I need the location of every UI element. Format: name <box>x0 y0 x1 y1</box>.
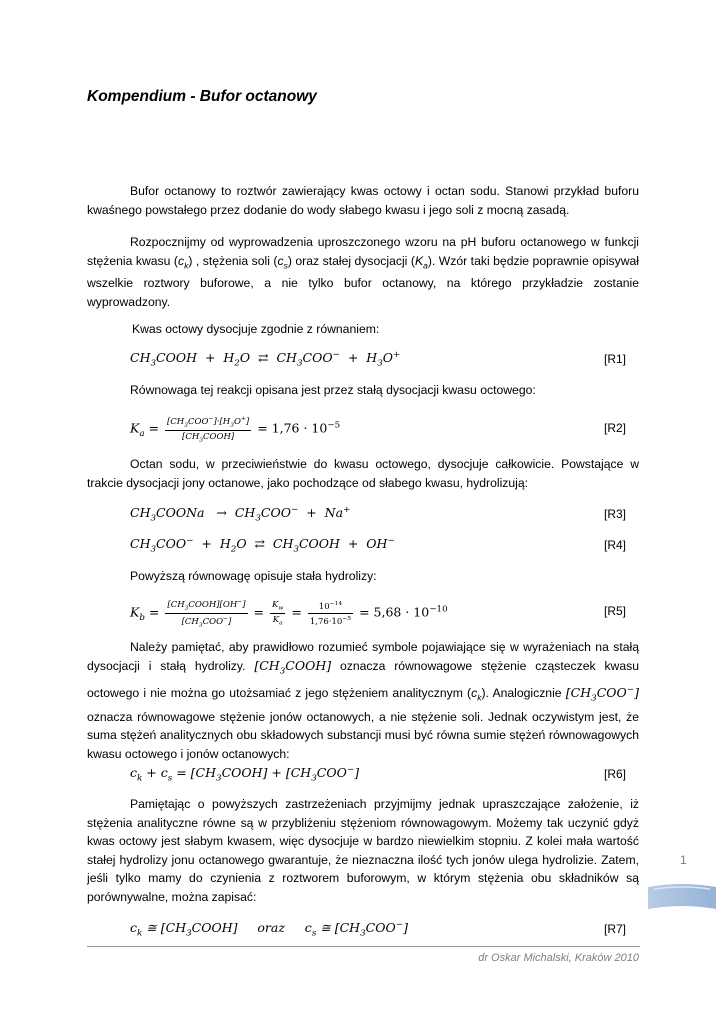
equation-r5: $K_b$ = $\frac{[CH_3COOH][OH^-]}{[CH_3COO^-]}$ = $\frac{K_w}{K_a}$ = $\frac{10^{-14}}{1,76\cdot 10^{-5}}$ = $5,68 \cdot 10^{-10}$ [R5] <box>130 598 626 629</box>
equation-tag: [R4] <box>603 538 626 552</box>
equation-tag: [R6] <box>603 767 626 781</box>
page-tab-icon <box>648 883 716 911</box>
equation-r4: $CH_3COO^- + H_2O$ ⇄ $CH_3COOH + OH^-$ [R4] <box>130 536 626 555</box>
equation-tag: [R1] <box>603 352 626 366</box>
equation-r3: $CH_3COONa \to CH_3COO^- + Na^+$ [R3] <box>130 505 626 524</box>
equation-tag: [R2] <box>603 421 626 435</box>
equation-r7: $c_k$ ≅ $[CH_3COOH]$ oraz $c_s$ ≅ $[CH_3COO^-]$ [R7] <box>130 920 626 939</box>
footer-divider <box>87 946 640 947</box>
paragraph-assumption: Pamiętając o powyższych zastrzeżeniach przyjmijmy jednak upraszczające założenie, iż stężenia analityczne równe są w przybliżeniu stężeniom równowagowym. Możemy tak uczynić gdyż kwas octowy jest słabym kwasem, więc dysocjuje w bardzo niewielkim stopniu. Z kolei mała wartość stałej hydrolizy jonu octanowego gwarantuje, że nieznaczna ilość tych jonów ulega hydrolizie. Zatem, jeśli tylko mamy do czynienia z roztworem buforowym, w którym stężenia obu składników są porównywalne, można zapisać: <box>87 797 639 904</box>
equation-r1: $CH_3COOH + H_2O$ ⇄ $CH_3COO^- + H_3O^+$ [R1] <box>130 350 626 369</box>
equation-tag: [R5] <box>603 604 626 618</box>
paragraph-symbols: Należy pamiętać, aby prawidłowo rozumieć symbole pojawiające się w wyrażeniach na stałą dysocjacji i stałą hydrolizy. $[CH_3COOH]$ oznacza równowagowe stężenie cząsteczek kwasu octowego i nie można go utożsamiać z jego stężeniem analitycznym $(c_k)$. Analogicznie $[CH_3COO^-]$ oznacza równowagowe stężenie jonów octanowych, a nie stężenie soli. Jednak oczywistym jest, że suma stężeń analitycznych obu składowych substancji musi być równa sumie stężeń równowagowych kwasu octowego i jonów octanowych: <box>87 640 639 761</box>
paragraph-equilibrium: Równowaga tej reakcji opisana jest przez stałą dysocjacji kwasu octowego: <box>130 383 536 397</box>
equation-r6: $c_k + c_s$ = $[CH_3COOH] + [CH_3COO^-]$ [R6] <box>130 765 626 784</box>
equation-tag: [R7] <box>603 922 626 936</box>
equation-tag: [R3] <box>603 507 626 521</box>
paragraph-sodium-acetate: Octan sodu, w przeciwieństwie do kwasu octowego, dysocjuje całkowicie. Powstające w trakcie dysocjacji jony octanowe, jako pochodzące od słabego kwasu, hydrolizują: <box>87 457 639 490</box>
equation-r2: $K_a$ = $\frac{[CH_3COO^-]\cdot[H_3O^+]}{[CH_3COOH]}$ = $1,76 \cdot 10^{-5}$ [R2] <box>130 415 626 444</box>
document-title: Kompendium - Bufor octanowy <box>87 88 317 105</box>
paragraph-dissociation-intro: Kwas octowy dysocjuje zgodnie z równaniem: <box>132 322 380 336</box>
footer-author: dr Oskar Michalski, Kraków 2010 <box>478 952 639 964</box>
paragraph-intro: Bufor octanowy to roztwór zawierający kwas octowy i octan sodu. Stanowi przykład buforu kwaśnego powstałego przez dodanie do wody słabego kwasu i jego soli z mocną zasadą. <box>87 184 639 217</box>
paragraph-hydrolysis: Powyższą równowagę opisuje stała hydrolizy: <box>130 569 377 583</box>
page-number: 1 <box>680 853 687 867</box>
paragraph-derivation: Rozpocznijmy od wyprowadzenia uproszczonego wzoru na pH buforu octanowego w funkcji stężenia kwasu $(c_k)$ , stężenia soli $(c_s)$ oraz stałej dysocjacji $(K_a)$. Wzór taki będzie poprawnie opisywał wszelkie roztwory buforowe, a nie tylko bufor octanowy, na którego przykładzie zostanie wyprowadzony. <box>87 235 640 309</box>
